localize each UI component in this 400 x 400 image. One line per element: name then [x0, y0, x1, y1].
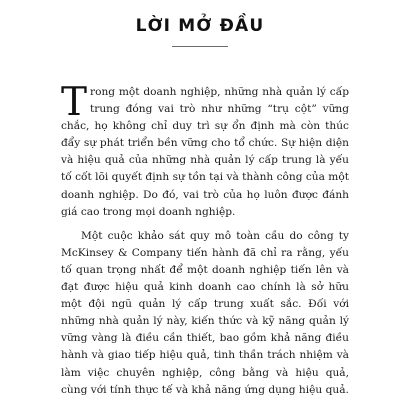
paragraph-2 [61, 228, 349, 399]
chapter-title: LỜI MỞ ĐẦU [135, 16, 265, 36]
paragraph-2-text: Một cuộc khảo sát quy mô toàn cầu do công ty McKinsey & Company tiến hành đã chỉ ra rằng, yếu tố quan trọng nhất để một doanh nghiệp tiến lên và đạt được hiệu quả kinh doanh cao chính là sở hữu một đội ngũ quản lý cấp trung xuất sắc. Đối với những nhà quản lý này, kiến thức và kỹ năng quản lý vững vàng là điều cần thiết, bao gồm khả năng điều hành và giao tiếp hiệu quả, tinh thần trách nhiệm và làm việc chuyên nghiệp, công bằng và hiệu quả, cùng với tính thực tế và khả năng ứng dụng hiệu quả. [61, 229, 349, 396]
paragraph-1-text: rong một doanh nghiệp, những nhà quản lý cấp trung đóng vai trò như những “trụ cột” vững chắc, họ không chỉ duy trì sự ổn định mà còn thúc đẩy sự phát triển bền vững cho tổ chức. Sự hiện diện và hiệu quả của những nhà quản lý cấp trung là yếu tố cốt lõi quyết định sự tồn tại và thành công của một doanh nghiệp. Do đó, vai trò của họ luôn được đánh giá cao trong mọi doanh nghiệp. [61, 86, 349, 218]
title-underline [172, 46, 228, 47]
body-text [61, 80, 349, 399]
drop-cap: T [61, 80, 88, 125]
paragraph-1 [61, 80, 349, 221]
